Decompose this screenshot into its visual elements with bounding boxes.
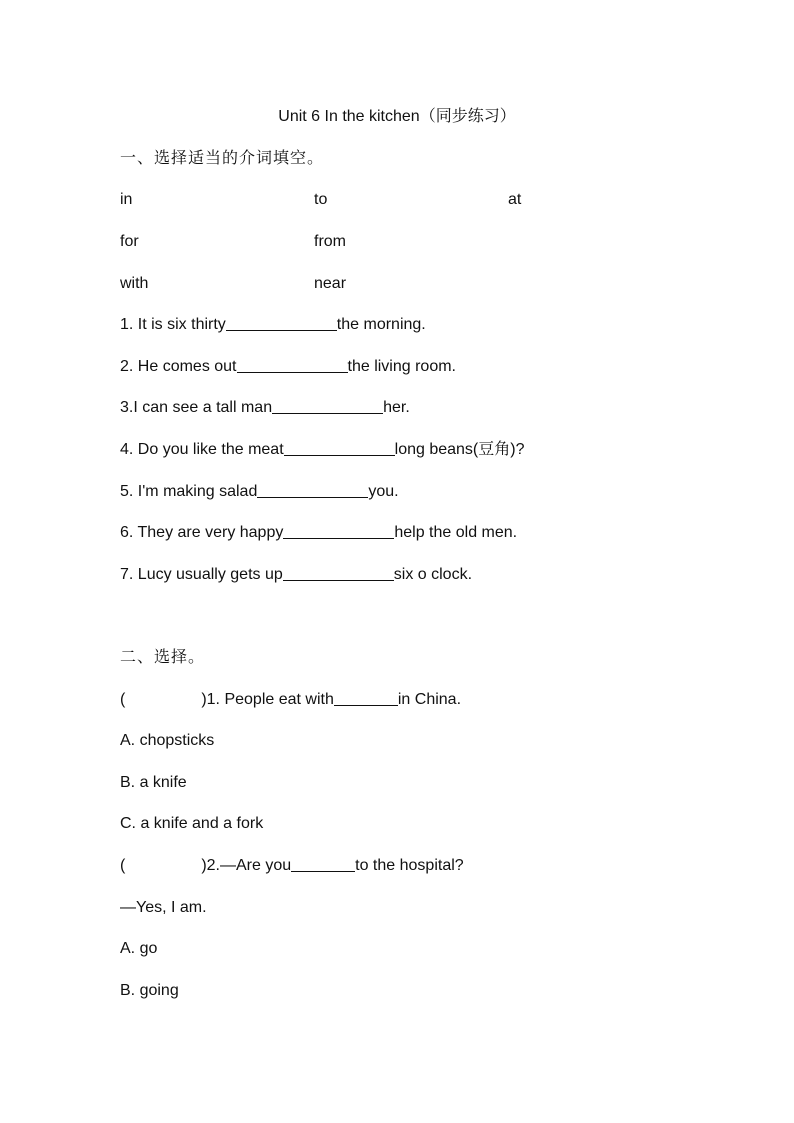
question-2 (120, 356, 456, 378)
page-title: Unit 6 In the kitchen（同步练习） (278, 108, 516, 125)
choice-question-2 (120, 855, 464, 877)
question-3 (120, 397, 410, 419)
question-text-before: )2.—Are you (201, 857, 292, 874)
question-4 (120, 439, 525, 461)
question-text-before: 2. He comes out (120, 358, 237, 375)
section2-heading: 二、选择。 (120, 649, 206, 666)
word-bank-item: to (314, 191, 328, 208)
word-bank-row-1 (0, 189, 794, 211)
question-1 (120, 314, 426, 336)
word-bank-item: in (120, 191, 133, 208)
question-7 (120, 564, 472, 586)
question-6 (120, 522, 517, 544)
answer-blank[interactable] (283, 564, 394, 581)
option-b: B. a knife (120, 774, 187, 791)
word-bank-item: with (120, 275, 149, 292)
option-a: A. chopsticks (120, 732, 215, 749)
question-text-after: six o clock. (393, 566, 473, 583)
answer-blank[interactable] (257, 481, 368, 498)
answer-blank[interactable] (237, 356, 348, 373)
section1-heading: 一、选择适当的介词填空。 (120, 150, 325, 167)
word-bank-item: for (120, 233, 139, 250)
word-bank-row-2 (0, 231, 794, 253)
choice-question-1 (120, 689, 461, 711)
paren-open: ( (120, 691, 126, 708)
question-text-before: 1. It is six thirty (120, 316, 226, 333)
word-bank-item: from (314, 233, 346, 250)
question-text-after: her. (383, 399, 410, 416)
question-5 (120, 481, 399, 503)
dialogue-reply: —Yes, I am. (120, 899, 207, 916)
answer-blank[interactable] (334, 689, 398, 706)
word-bank-item: at (508, 191, 522, 208)
question-text-before: 5. I'm making salad (120, 483, 258, 500)
question-text-after: the morning. (336, 316, 426, 333)
answer-blank[interactable] (272, 397, 383, 414)
question-text-before: 7. Lucy usually gets up (120, 566, 283, 583)
answer-blank[interactable] (291, 855, 355, 872)
word-bank-row-3 (0, 273, 794, 295)
question-text-after: in China. (397, 691, 462, 708)
question-text-before: 4. Do you like the meat (120, 441, 284, 458)
answer-blank[interactable] (283, 522, 394, 539)
question-text-after: to the hospital? (355, 857, 464, 874)
answer-blank[interactable] (284, 439, 395, 456)
question-text-after: help the old men. (394, 524, 518, 541)
question-text-before: 6. They are very happy (120, 524, 284, 541)
question-text-after: long beans(豆角)? (394, 441, 525, 458)
question-text-after: you. (368, 483, 399, 500)
question-text-after: the living room. (347, 358, 456, 375)
option-b: B. going (120, 982, 179, 999)
option-a: A. go (120, 940, 158, 957)
answer-blank[interactable] (226, 314, 337, 331)
question-text-before: )1. People eat with (201, 691, 334, 708)
word-bank-item: near (314, 275, 347, 292)
question-text-before: 3.I can see a tall man (120, 399, 273, 416)
option-c: C. a knife and a fork (120, 815, 264, 832)
paren-open: ( (120, 857, 126, 874)
